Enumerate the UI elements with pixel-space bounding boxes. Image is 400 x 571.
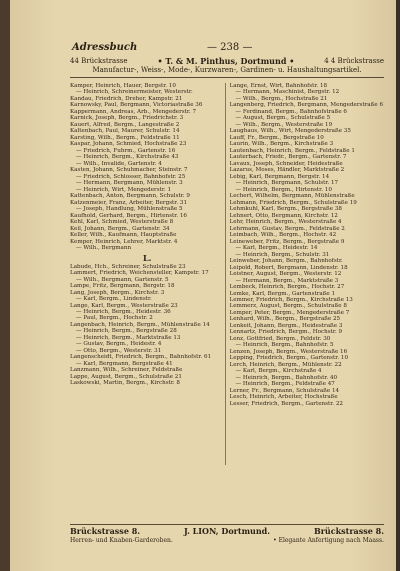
directory-entry: Kemper, Heinrich, Lehrer, Marktstr. 4 [70, 238, 178, 245]
directory-entry: — Otto, Bergm., Westerstr. 31 [76, 347, 162, 354]
directory-entry: Kauert, Alfred, Bergm., Langestraße 2 [70, 121, 180, 128]
advert-top-right: 4 4 Brückstrasse [324, 57, 384, 65]
directory-entry: — Joseph, Handlung, Mühlenstraße 5 [76, 206, 183, 213]
directory-entry: — Heinrich, Bergm., Schulstr. 31 [235, 251, 330, 258]
directory-entry: Karsting, Wilh., Bergm., Feldstraße 11 [70, 134, 180, 141]
directory-entry: Lanzmann, Wilh., Schreiner, Feldstraße [70, 367, 183, 374]
directory-entry: Kaltenbach, Paul, Maurer, Schulstr. 14 [70, 128, 180, 135]
directory-entry: Keil, Johann, Bergm., Gartenstr. 34 [70, 225, 170, 232]
header-title: Adressbuch [72, 42, 138, 53]
directory-entry: — Heinrich, Bergm., Bergstraße 28 [76, 328, 177, 335]
advert-top [70, 57, 384, 75]
directory-entry: Lebig, Karl, Bergmann, Bergstr. 14 [229, 173, 330, 180]
directory-entry: Karnick, Joseph, Bergm., Friedrichstr. 3 [70, 115, 184, 122]
directory-entry: Lembeck, Heinrich, Bergm., Hochstr. 27 [229, 284, 345, 291]
directory-entry: Lemke, Karl, Bergm., Gartenstraße 1 [229, 290, 336, 297]
directory-entry: Leistner, August, Bergm., Westerstr. 12 [229, 271, 342, 278]
directory-entry: Langenscheidt, Friedrich, Bergm., Bahnhofstr. 61 [70, 354, 212, 361]
directory-entry: Karnowsky, Paul, Bergmann, Victoriastraße 36 [70, 102, 203, 109]
directory-entry: — Gustav, Bergm., Heidestr. 4 [76, 341, 162, 348]
book-spine [0, 0, 10, 571]
left-column [70, 83, 225, 465]
directory-entry: Lehr, Heinrich, Bergm., Westerstraße 4 [229, 219, 342, 226]
advert-bottom [70, 527, 384, 545]
directory-entry: Lerch, Heinrich, Bergm., Mühlenstr. 22 [229, 361, 342, 368]
directory-entry: Kattenbach, Anton, Bergmann, Schulstr. 9 [70, 193, 190, 200]
directory-entry: — Wilh., Bergm., Hochstraße 21 [235, 95, 328, 102]
divider-top [70, 77, 384, 78]
directory-entry: — Wilh., Bergmann, Gartenstr. 5 [76, 276, 169, 283]
directory-entry: — Heinrich, Bergm., Bahnhofstr. 5 [235, 342, 334, 349]
advert-top-center: • T. & M. Pinthus, Dortmund • [157, 56, 295, 66]
directory-entry: — Heinrich, Bergm., Bahnhofstr. 40 [235, 374, 338, 381]
divider-bottom [70, 524, 384, 525]
directory-entry: Lenkeit, Johann, Bergm., Heidestraße 3 [229, 322, 343, 329]
directory-entry: — Hermann, Bergm., Marktstraße 3 [235, 277, 339, 284]
directory-entry: Keller, Wilh., Kaufmann, Hauptstraße [70, 232, 177, 239]
directory-entry: — Heinrich, Bergm., Hirtenstr. 10 [235, 186, 332, 193]
directory-entry: Leipold, Robert, Bergmann, Lindenstr. 18 [229, 264, 348, 271]
directory-entry: — Wilh., Bergmann [76, 245, 132, 252]
directory-entry: — Hermann, Maschinist, Bergstr. 12 [235, 89, 340, 96]
directory-entry: Laurin, Wilh., Bergm., Kirchstraße 3 [229, 141, 334, 148]
directory-entry: Leinweber, Johann, Bergm., Bahnhofstr. [229, 258, 343, 265]
directory-entry: Lange, Ernst, Wirt, Bahnhofstr. 18 [229, 83, 328, 89]
directory-entry: Lang, Joseph, Bergm., Kirchstr. 3 [70, 289, 165, 296]
directory-entry: Lauterbach, Friedr., Bergm., Gartenstr. 7 [229, 154, 347, 161]
directory-entry: Lammert, Friedrich, Weichensteller, Kampstr. 17 [70, 270, 209, 277]
directory-entry: Lehnert, Otto, Bergmann, Kirchstr. 12 [229, 212, 338, 219]
directory-entry: Lehmkuhl, Karl, Bergm., Bergstraße 38 [229, 206, 342, 213]
directory-entry: Kaufhold, Gerhard, Bergm., Hirtenstr. 16 [70, 212, 187, 219]
directory-entry: — Wilh., Invalide, Gartenstr. 4 [76, 160, 162, 167]
directory-entry: Lehmann, Friedrich, Bergm., Schulstraße 19 [229, 199, 357, 206]
advert-top-sub: Manufactur-, Weiss-, Mode-, Kurzwaren-, Gardinen- u. Haushaltungsartikel. [92, 66, 362, 74]
directory-entry: Kappermann, Andreas, Arb., Mengederstr. 7 [70, 108, 197, 115]
directory-entry: Lemmer, Friedrich, Bergm., Kirchstraße 13 [229, 296, 353, 303]
directory-entry: Lenhard, Wilh., Bergm., Bergstraße 25 [229, 316, 341, 323]
directory-entry: Lesser, Friedrich, Bergm., Gartenstr. 22 [229, 400, 343, 407]
directory-entry: Lepping, Friedrich, Bergm., Gartenstr. 10 [229, 355, 349, 362]
footer-sub-left: Herren- und Knaben-Garderoben. [70, 537, 173, 544]
directory-entry: — Heinrich, Bergm., Kirchstraße 43 [76, 154, 179, 161]
directory-entry: — Heinrich, Bergm., Heidestr. 36 [76, 308, 171, 315]
directory-entry: Lechert, Wilhelm, Bergmann, Mühlenstraße [229, 193, 355, 200]
directory-entry: Lesch, Heinrich, Arbeiter, Hochstraße [229, 394, 338, 401]
directory-entry: — Karl, Bergm., Lindenstr. [76, 296, 152, 303]
directory-entry: Lampe, Fritz, Bergmann, Bergstr. 18 [70, 283, 175, 290]
directory-entry: Lautenbach, Heinrich, Bergm., Feldstraße 1 [229, 147, 355, 154]
page-header [72, 42, 380, 54]
directory-entry: — Ferdinand, Bergm., Bahnhofstraße 6 [235, 108, 347, 115]
directory-entry: — Hermann, Bergmann, Mühlenstr. 3 [76, 180, 183, 187]
directory-entry: Lerner, Fr., Bergmann, Schulstraße 14 [229, 387, 340, 394]
directory-entry: Laughaus, Wilh., Wirt, Mengederstraße 35 [229, 128, 351, 135]
directory-entry: Kamper, Heinrich, Hauer, Bergstr. 10 [70, 83, 176, 89]
directory-entry: Kandau, Friedrich, Dreher, Kampstr. 21 [70, 95, 183, 102]
directory-entry: Laskowski, Martin, Bergm., Kirchstr. 8 [70, 380, 180, 387]
directory-entry: — Paul, Bergm., Hochstr. 2 [76, 315, 153, 322]
directory-entry: Lennartz, Friedrich, Bergm., Hochstr. 9 [229, 329, 343, 336]
directory-entry: Kasten, Johann, Schuhmacher, Steinstr. 7 [70, 167, 188, 174]
section-letter: L. [143, 252, 152, 263]
advert-top-left: 44 Brückstrasse [70, 57, 128, 65]
directory-entry: — Wilh., Bergm., Westerstraße 19 [235, 121, 333, 128]
directory-entry: — Heinrich, Bergm., Feldstraße 47 [235, 381, 335, 388]
directory-columns [70, 83, 384, 465]
right-column [225, 83, 385, 465]
directory-entry: — Friedrich, Fuhrm., Gartenstr. 16 [76, 147, 176, 154]
directory-entry: — Heinrich, Bergm., Marktstraße 13 [76, 334, 181, 341]
directory-entry: — Heinrich, Schreinermeister, Westerstr. [76, 89, 193, 96]
directory-entry: Kaspar, Johann, Schmied, Hochstraße 23 [70, 141, 187, 148]
directory-entry: — Karl, Bergm., Kirchstraße 4 [235, 368, 322, 375]
footer-center: J. LION, Dortmund. [183, 526, 271, 536]
directory-entry: Lazarus, Moses, Händler, Marktstraße 2 [229, 167, 345, 174]
directory-entry: Leineweber, Fritz, Bergm., Bergstraße 9 [229, 238, 345, 245]
directory-entry: Lehrmann, Gustav, Bergm., Feldstraße 2 [229, 225, 345, 232]
directory-entry: Lemper, Peter, Bergm., Mengederstraße 7 [229, 309, 350, 316]
directory-entry: Lappe, August, Bergm., Schulstraße 21 [70, 373, 182, 380]
directory-entry: Lenz, Gottfried, Bergm., Feldstr. 30 [229, 335, 331, 342]
directory-entry: Labude, Hch., Schreiner, Schulstraße 23 [70, 263, 186, 270]
directory-entry: — Heinrich, Wirt, Mengederstr. 1 [76, 186, 172, 193]
directory-entry: Lavaux, Joseph, Schneider, Heidestraße [229, 160, 343, 167]
directory-entry: Leimbach, Wilh., Bergm., Hochstr. 42 [229, 232, 337, 239]
directory-entry: Kehl, Karl, Schmied, Westerstraße 8 [70, 219, 174, 226]
directory-entry: Langenberg, Friedrich, Bergmann, Mengederstraße 6 [229, 102, 384, 109]
page-number: — 238 — [207, 42, 253, 53]
directory-entry: Lange, Karl, Bergm., Westerstraße 23 [70, 302, 178, 309]
directory-entry: — Karl, Bergmann, Bergstraße 41 [76, 360, 173, 367]
footer-right: Brückstrasse 8. [313, 526, 384, 536]
directory-entry: Katzenmeier, Franz, Arbeiter, Bergstr. 31 [70, 199, 188, 206]
directory-entry: — August, Bergm., Schulstraße 5 [235, 115, 331, 122]
directory-entry: Langenbach, Heinrich, Bergm., Mühlenstraße 14 [70, 321, 210, 328]
footer-left: Brückstrasse 8. [70, 526, 141, 536]
footer-sub-right: • Elegante Anfertigung nach Maass. [273, 537, 384, 544]
directory-entry: Lauff, Fr., Bergm., Bergstraße 10 [229, 134, 324, 141]
directory-entry: Lenzen, Joseph, Bergm., Westerstraße 16 [229, 348, 348, 355]
directory-entry: — Friedrich, Schlosser, Bahnhofstr. 25 [76, 173, 186, 180]
directory-entry: Lemmerz, August, Bergm., Schulstraße 8 [229, 303, 347, 310]
directory-entry: — Heinrich, Bergmann, Schulstr. 17 [235, 180, 339, 187]
directory-entry: — Karl, Bergm., Heidestr. 14 [235, 245, 318, 252]
